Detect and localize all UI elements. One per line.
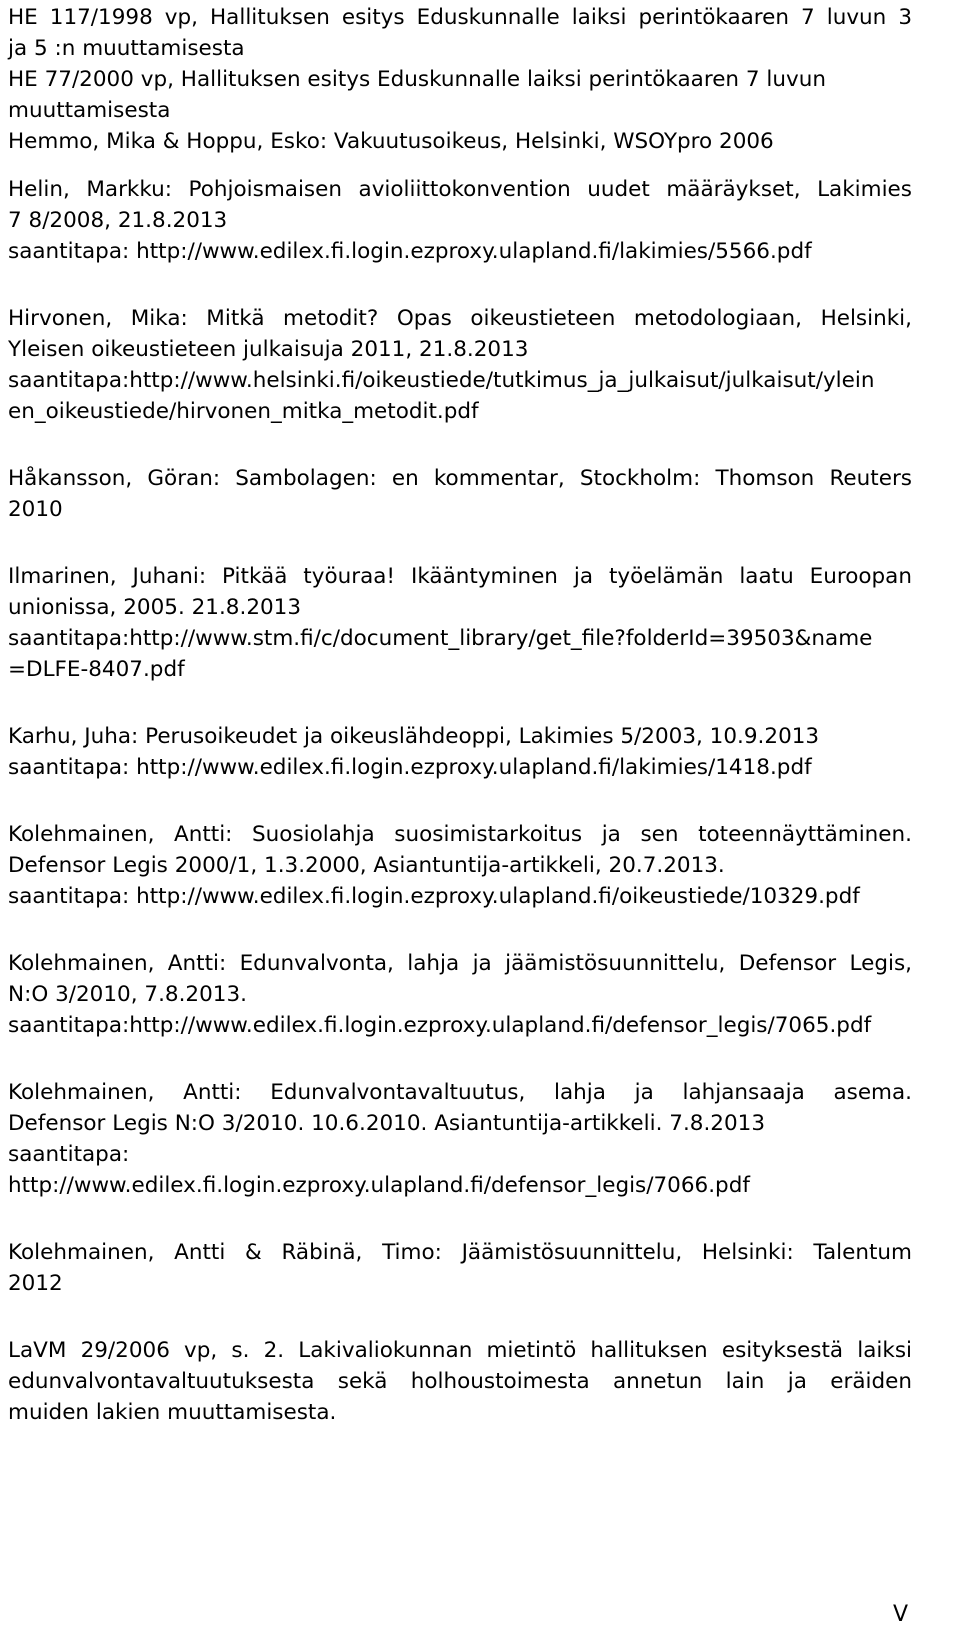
reference-hirvonen-line-2: Yleisen oikeustieteen julkaisuja 2011, 21.8.2013 [8,337,529,362]
reference-he-77-2000-line-2: muuttamisesta [8,98,171,123]
reference-karhu-url[interactable]: saantitapa: http://www.edilex.fi.login.ezproxy.ulapland.fi/lakimies/1418.pdf [8,755,812,780]
reference-hirvonen-url-line-1[interactable]: saantitapa:http://www.helsinki.fi/oikeustiede/tutkimus_ja_julkaisut/julkaisut/ylein [8,368,875,393]
reference-ilmarinen-line-1: Ilmarinen, Juhani: Pitkää työuraa! Ikääntyminen ja työelämän laatu Euroopan [8,564,912,589]
reference-hirvonen-line-1: Hirvonen, Mika: Mitkä metodit? Opas oikeustieteen metodologiaan, Helsinki, [8,306,912,331]
reference-hirvonen-url-line-2[interactable]: en_oikeustiede/hirvonen_mitka_metodit.pdf [8,399,479,424]
reference-kolehmainen-valtuutus-url[interactable]: http://www.edilex.fi.login.ezproxy.ulapland.fi/defensor_legis/7066.pdf [8,1173,750,1198]
reference-karhu-line-1: Karhu, Juha: Perusoikeudet ja oikeuslähdeoppi, Lakimies 5/2003, 10.9.2013 [8,724,820,749]
reference-kolehmainen-suosiolahja-line-2: Defensor Legis 2000/1, 1.3.2000, Asiantuntija-artikkeli, 20.7.2013. [8,853,725,878]
reference-lavm-line-2: edunvalvontavaltuutuksesta sekä holhoustoimesta annetun lain ja eräiden [8,1369,912,1394]
reference-lavm-line-1: LaVM 29/2006 vp, s. 2. Lakivaliokunnan mietintö hallituksen esityksestä laiksi [8,1338,912,1363]
reference-ilmarinen-line-2: unionissa, 2005. 21.8.2013 [8,595,302,620]
reference-hemmo-hoppu: Hemmo, Mika & Hoppu, Esko: Vakuutusoikeus, Helsinki, WSOYpro 2006 [8,129,774,154]
reference-kolehmainen-edunvalvonta-line-1: Kolehmainen, Antti: Edunvalvonta, lahja ja jäämistösuunnittelu, Defensor Legis, [8,951,912,976]
reference-kolehmainen-rabina-line-2: 2012 [8,1271,63,1296]
reference-kolehmainen-edunvalvonta-line-2: N:O 3/2010, 7.8.2013. [8,982,247,1007]
reference-lavm-line-3: muiden lakien muuttamisesta. [8,1400,337,1425]
reference-he-117-1998-line-2: ja 5 :n muuttamisesta [8,36,245,61]
reference-hakansson-line-2: 2010 [8,497,63,522]
page-number: V [893,1602,909,1627]
reference-ilmarinen-url-line-1[interactable]: saantitapa:http://www.stm.fi/c/document_library/get_file?folderId=39503&name [8,626,873,651]
reference-kolehmainen-valtuutus-line-2: Defensor Legis N:O 3/2010. 10.6.2010. Asiantuntija-artikkeli. 7.8.2013 [8,1111,766,1136]
reference-hakansson-line-1: Håkansson, Göran: Sambolagen: en kommentar, Stockholm: Thomson Reuters [8,466,912,491]
reference-he-117-1998-line-1: HE 117/1998 vp, Hallituksen esitys Eduskunnalle laiksi perintökaaren 7 luvun 3 [8,5,912,30]
reference-kolehmainen-valtuutus-line-3: saantitapa: [8,1142,130,1167]
reference-kolehmainen-suosiolahja-line-1: Kolehmainen, Antti: Suosiolahja suosimistarkoitus ja sen toteennäyttäminen. [8,822,912,847]
reference-kolehmainen-rabina-line-1: Kolehmainen, Antti & Räbinä, Timo: Jäämistösuunnittelu, Helsinki: Talentum [8,1240,912,1265]
reference-helin-url[interactable]: saantitapa: http://www.edilex.fi.login.ezproxy.ulapland.fi/lakimies/5566.pdf [8,239,812,264]
reference-ilmarinen-url-line-2[interactable]: =DLFE-8407.pdf [8,657,185,682]
reference-kolehmainen-valtuutus-line-1: Kolehmainen, Antti: Edunvalvontavaltuutus, lahja ja lahjansaaja asema. [8,1080,912,1105]
reference-he-77-2000-line-1: HE 77/2000 vp, Hallituksen esitys Eduskunnalle laiksi perintökaaren 7 luvun [8,67,826,92]
reference-kolehmainen-edunvalvonta-url[interactable]: saantitapa:http://www.edilex.fi.login.ezproxy.ulapland.fi/defensor_legis/7065.pdf [8,1013,872,1038]
reference-helin-line-1: Helin, Markku: Pohjoismaisen avioliittokonvention uudet määräykset, Lakimies [8,177,912,202]
reference-kolehmainen-suosiolahja-url[interactable]: saantitapa: http://www.edilex.fi.login.ezproxy.ulapland.fi/oikeustiede/10329.pdf [8,884,860,909]
reference-helin-line-2: 7 8/2008, 21.8.2013 [8,208,228,233]
